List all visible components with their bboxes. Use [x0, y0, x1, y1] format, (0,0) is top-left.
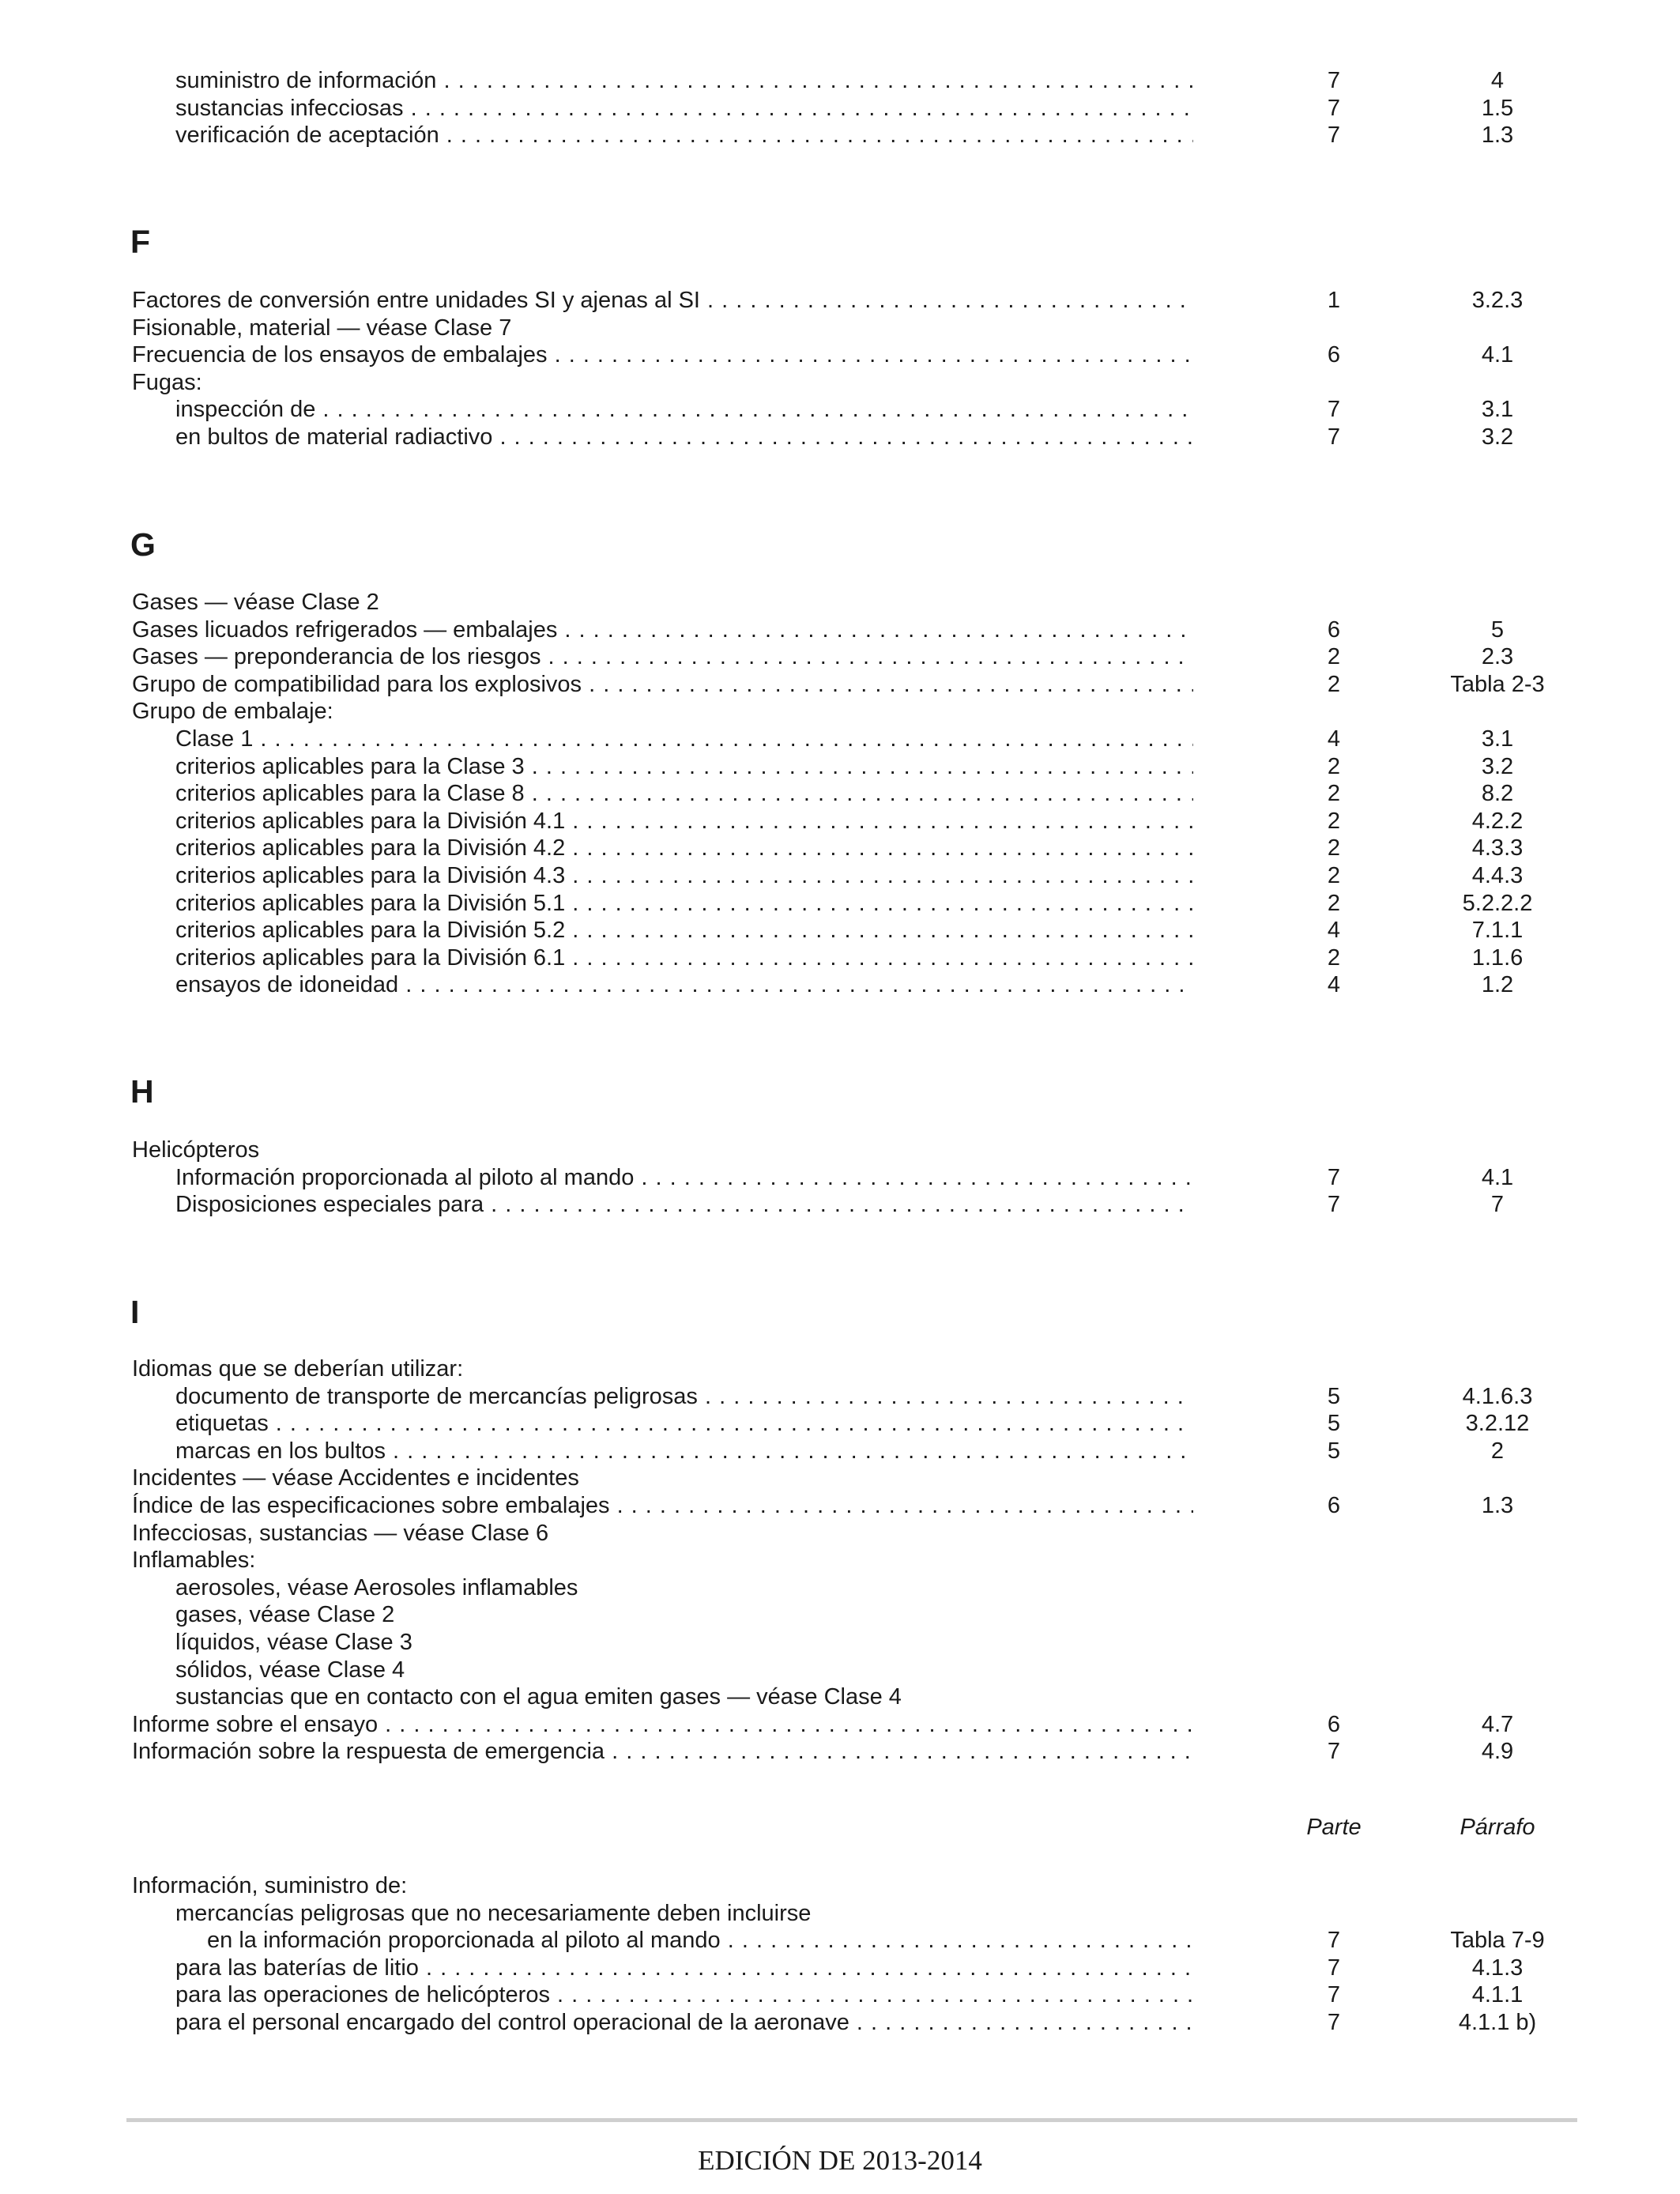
- entry-label: sólidos, véase Clase 4: [175, 1657, 405, 1683]
- entry-label: Índice de las especificaciones sobre embalajes . . .: [132, 1491, 1193, 1520]
- index-entry: [0, 725, 1680, 753]
- entry-parrafo: 1.3: [1481, 123, 1514, 148]
- index-entry: [0, 1600, 1680, 1629]
- entry-label: Idiomas que se deberían utilizar:: [132, 1356, 464, 1382]
- entry-parte: 2: [1327, 863, 1341, 888]
- entry-label: inspección de . . .: [175, 395, 1193, 424]
- entry-label: criterios aplicables para la División 4.3 . . .: [175, 861, 1193, 890]
- index-entry: [0, 1437, 1680, 1465]
- section-letter: F: [130, 224, 151, 260]
- entry-label: en bultos de material radiactivo . . .: [175, 423, 1193, 451]
- index-entry: [0, 1628, 1680, 1657]
- index-entry: [0, 1163, 1680, 1192]
- index-entry: [0, 1574, 1680, 1602]
- entry-parrafo: 4.4.3: [1471, 863, 1524, 888]
- entry-parte: 7: [1327, 1192, 1341, 1217]
- index-entry: [0, 944, 1680, 972]
- entry-parte: 7: [1327, 1739, 1341, 1764]
- entry-parrafo: 4.3.3: [1471, 835, 1524, 861]
- entry-label: Infecciosas, sustancias — véase Clase 6: [132, 1521, 549, 1546]
- entry-parte: 6: [1327, 1712, 1341, 1737]
- entry-parte: 7: [1327, 397, 1341, 422]
- index-entry: [0, 1899, 1680, 1928]
- entry-label: documento de transporte de mercancías peligrosas . . .: [175, 1382, 1193, 1411]
- entry-parrafo: 4.1.1: [1471, 1982, 1524, 2007]
- entry-parte: 7: [1327, 1165, 1341, 1190]
- entry-label: Factores de conversión entre unidades SI y ajenas al SI . . .: [132, 286, 1193, 315]
- entry-parte: 7: [1327, 1955, 1341, 1981]
- footer-edition: EDICIÓN DE 2013-2014: [698, 2145, 982, 2176]
- entry-parte: 2: [1327, 809, 1341, 834]
- index-entry: [0, 423, 1680, 451]
- entry-label: gases, véase Clase 2: [175, 1602, 395, 1627]
- entry-parrafo: 2: [1490, 1438, 1505, 1464]
- entry-label: Fisionable, material — véase Clase 7: [132, 315, 512, 341]
- index-entry: [0, 779, 1680, 808]
- index-entry: [0, 2008, 1680, 2037]
- entry-parrafo: 7.1.1: [1471, 918, 1524, 943]
- entry-parte: 4: [1327, 972, 1341, 997]
- entry-parrafo: 5.2.2.2: [1462, 891, 1533, 916]
- entry-label: para las baterías de litio . . .: [175, 1954, 1193, 1982]
- index-entry: [0, 314, 1680, 342]
- entry-label: Disposiciones especiales para . . .: [175, 1190, 1193, 1219]
- entry-parrafo: 4.9: [1481, 1739, 1514, 1764]
- index-entry: [0, 616, 1680, 644]
- entry-parrafo: 3.2: [1481, 424, 1514, 450]
- entry-parrafo: 1.5: [1481, 96, 1514, 121]
- entry-parte: 5: [1327, 1411, 1341, 1436]
- index-entry: [0, 588, 1680, 616]
- index-entry: [0, 643, 1680, 671]
- section-letter: H: [130, 1073, 154, 1110]
- entry-parte: 2: [1327, 754, 1341, 779]
- entry-label: etiquetas . . .: [175, 1409, 1193, 1438]
- entry-label: mercancías peligrosas que no necesariamente deben incluirse: [175, 1901, 812, 1926]
- entry-label: Helicópteros: [132, 1137, 260, 1163]
- entry-label: criterios aplicables para la División 4.2 . . .: [175, 834, 1193, 862]
- entry-label: Gases — preponderancia de los riesgos . . .: [132, 643, 1193, 671]
- entry-label: criterios aplicables para la Clase 8 . . .: [175, 779, 1193, 808]
- entry-parte: 5: [1327, 1438, 1341, 1464]
- entry-parrafo: 7: [1490, 1192, 1505, 1217]
- entry-label: criterios aplicables para la División 4.1 . . .: [175, 807, 1193, 835]
- entry-label: verificación de aceptación . . .: [175, 121, 1193, 149]
- entry-label: sustancias infecciosas . . .: [175, 94, 1193, 123]
- entry-label: Incidentes — véase Accidentes e incidentes: [132, 1465, 579, 1491]
- entry-parrafo: 4.1.1 b): [1458, 2010, 1537, 2035]
- entry-label: Grupo de embalaje:: [132, 699, 333, 724]
- entry-parrafo: 4.1.3: [1471, 1955, 1524, 1981]
- entry-parrafo: Tabla 7-9: [1450, 1928, 1545, 1953]
- entry-parte: 7: [1327, 1982, 1341, 2007]
- section-letter: G: [130, 526, 156, 563]
- entry-label: criterios aplicables para la División 6.1 . . .: [175, 944, 1193, 972]
- entry-parte: 2: [1327, 945, 1341, 971]
- index-entry: [0, 971, 1680, 999]
- column-header-parte: Parte: [1306, 1815, 1362, 1840]
- entry-parte: 6: [1327, 1493, 1341, 1518]
- index-entry: [0, 1519, 1680, 1547]
- entry-parte: 1: [1327, 288, 1341, 313]
- index-entry: [0, 368, 1680, 397]
- entry-label: líquidos, véase Clase 3: [175, 1630, 412, 1655]
- index-entry: [0, 1464, 1680, 1492]
- entry-label: suministro de información . . .: [175, 66, 1193, 95]
- index-entry: [0, 697, 1680, 726]
- entry-label: Informe sobre el ensayo . . .: [132, 1710, 1193, 1739]
- index-entry: [0, 1981, 1680, 2009]
- index-entry: [0, 1355, 1680, 1383]
- entry-parte: 2: [1327, 644, 1341, 669]
- entry-label: Gases — véase Clase 2: [132, 590, 379, 615]
- entry-parte: 4: [1327, 918, 1341, 943]
- index-entry: [0, 1737, 1680, 1766]
- index-entry: [0, 1954, 1680, 1982]
- entry-parrafo: 1.3: [1481, 1493, 1514, 1518]
- entry-label: Frecuencia de los ensayos de embalajes . . .: [132, 341, 1193, 369]
- entry-parrafo: 3.2: [1481, 754, 1514, 779]
- entry-parrafo: Tabla 2-3: [1450, 672, 1545, 697]
- index-entry: [0, 1546, 1680, 1574]
- entry-parrafo: 4: [1490, 68, 1505, 93]
- entry-parrafo: 3.1: [1481, 397, 1514, 422]
- entry-parrafo: 5: [1490, 617, 1505, 643]
- entry-parte: 7: [1327, 424, 1341, 450]
- entry-parrafo: 4.1: [1481, 1165, 1514, 1190]
- index-entry: [0, 1872, 1680, 1900]
- index-entry: [0, 66, 1680, 95]
- entry-parrafo: 4.2.2: [1471, 809, 1524, 834]
- index-entry: [0, 1926, 1680, 1955]
- index-entry: [0, 834, 1680, 862]
- index-entry: [0, 670, 1680, 699]
- entry-parrafo: 2.3: [1481, 644, 1514, 669]
- entry-parte: 7: [1327, 96, 1341, 121]
- entry-label: para las operaciones de helicópteros . . .: [175, 1981, 1193, 2009]
- index-entry: [0, 807, 1680, 835]
- entry-label: Información, suministro de:: [132, 1873, 408, 1898]
- section-letter: I: [130, 1294, 140, 1330]
- entry-label: marcas en los bultos . . .: [175, 1437, 1193, 1465]
- entry-parte: 5: [1327, 1384, 1341, 1409]
- entry-label: Grupo de compatibilidad para los explosivos . . .: [132, 670, 1193, 699]
- entry-parte: 6: [1327, 342, 1341, 368]
- entry-parrafo: 3.1: [1481, 726, 1514, 752]
- index-entry: [0, 752, 1680, 781]
- entry-parrafo: 3.2.3: [1471, 288, 1524, 313]
- entry-parte: 4: [1327, 726, 1341, 752]
- index-entry: [0, 889, 1680, 918]
- entry-parte: 7: [1327, 1928, 1341, 1953]
- entry-parte: 7: [1327, 68, 1341, 93]
- entry-parte: 2: [1327, 672, 1341, 697]
- entry-label: Fugas:: [132, 370, 202, 395]
- entry-label: criterios aplicables para la División 5.2 . . .: [175, 916, 1193, 944]
- entry-label: Inflamables:: [132, 1547, 256, 1573]
- entry-parrafo: 4.1: [1481, 342, 1514, 368]
- entry-label: criterios aplicables para la Clase 3 . . .: [175, 752, 1193, 781]
- index-entry: [0, 1136, 1680, 1164]
- entry-parrafo: 3.2.12: [1465, 1411, 1530, 1436]
- entry-parrafo: 1.2: [1481, 972, 1514, 997]
- index-entry: [0, 861, 1680, 890]
- entry-label: sustancias que en contacto con el agua emiten gases — véase Clase 4: [175, 1684, 902, 1710]
- entry-label: en la información proporcionada al piloto al mando . . .: [207, 1926, 1193, 1955]
- index-entry: [0, 1656, 1680, 1684]
- entry-label: Información sobre la respuesta de emergencia . . .: [132, 1737, 1193, 1766]
- entry-parrafo: 8.2: [1481, 781, 1514, 806]
- index-entry: [0, 1382, 1680, 1411]
- entry-parte: 2: [1327, 835, 1341, 861]
- index-entry: [0, 916, 1680, 944]
- column-header-parrafo: Párrafo: [1460, 1815, 1535, 1840]
- entry-label: aerosoles, véase Aerosoles inflamables: [175, 1575, 578, 1600]
- index-entry: [0, 1683, 1680, 1711]
- entry-label: Clase 1 . . .: [175, 725, 1193, 753]
- entry-label: criterios aplicables para la División 5.1 . . .: [175, 889, 1193, 918]
- entry-parte: 2: [1327, 891, 1341, 916]
- index-entry: [0, 286, 1680, 315]
- entry-parrafo: 4.7: [1481, 1712, 1514, 1737]
- index-entry: [0, 121, 1680, 149]
- index-entry: [0, 1710, 1680, 1739]
- entry-parte: 6: [1327, 617, 1341, 643]
- entry-parte: 7: [1327, 123, 1341, 148]
- index-entry: [0, 1491, 1680, 1520]
- entry-parrafo: 1.1.6: [1471, 945, 1524, 971]
- entry-label: para el personal encargado del control operacional de la aeronave . . .: [175, 2008, 1193, 2037]
- footer-rule: [126, 2118, 1577, 2122]
- index-entry: [0, 94, 1680, 123]
- index-entry: [0, 341, 1680, 369]
- entry-parte: 7: [1327, 2010, 1341, 2035]
- entry-label: Gases licuados refrigerados — embalajes . . .: [132, 616, 1193, 644]
- entry-label: ensayos de idoneidad . . .: [175, 971, 1193, 999]
- entry-parte: 2: [1327, 781, 1341, 806]
- entry-label: Información proporcionada al piloto al mando . . .: [175, 1163, 1193, 1192]
- index-entry: [0, 395, 1680, 424]
- entry-parrafo: 4.1.6.3: [1462, 1384, 1533, 1409]
- index-entry: [0, 1190, 1680, 1219]
- index-entry: [0, 1409, 1680, 1438]
